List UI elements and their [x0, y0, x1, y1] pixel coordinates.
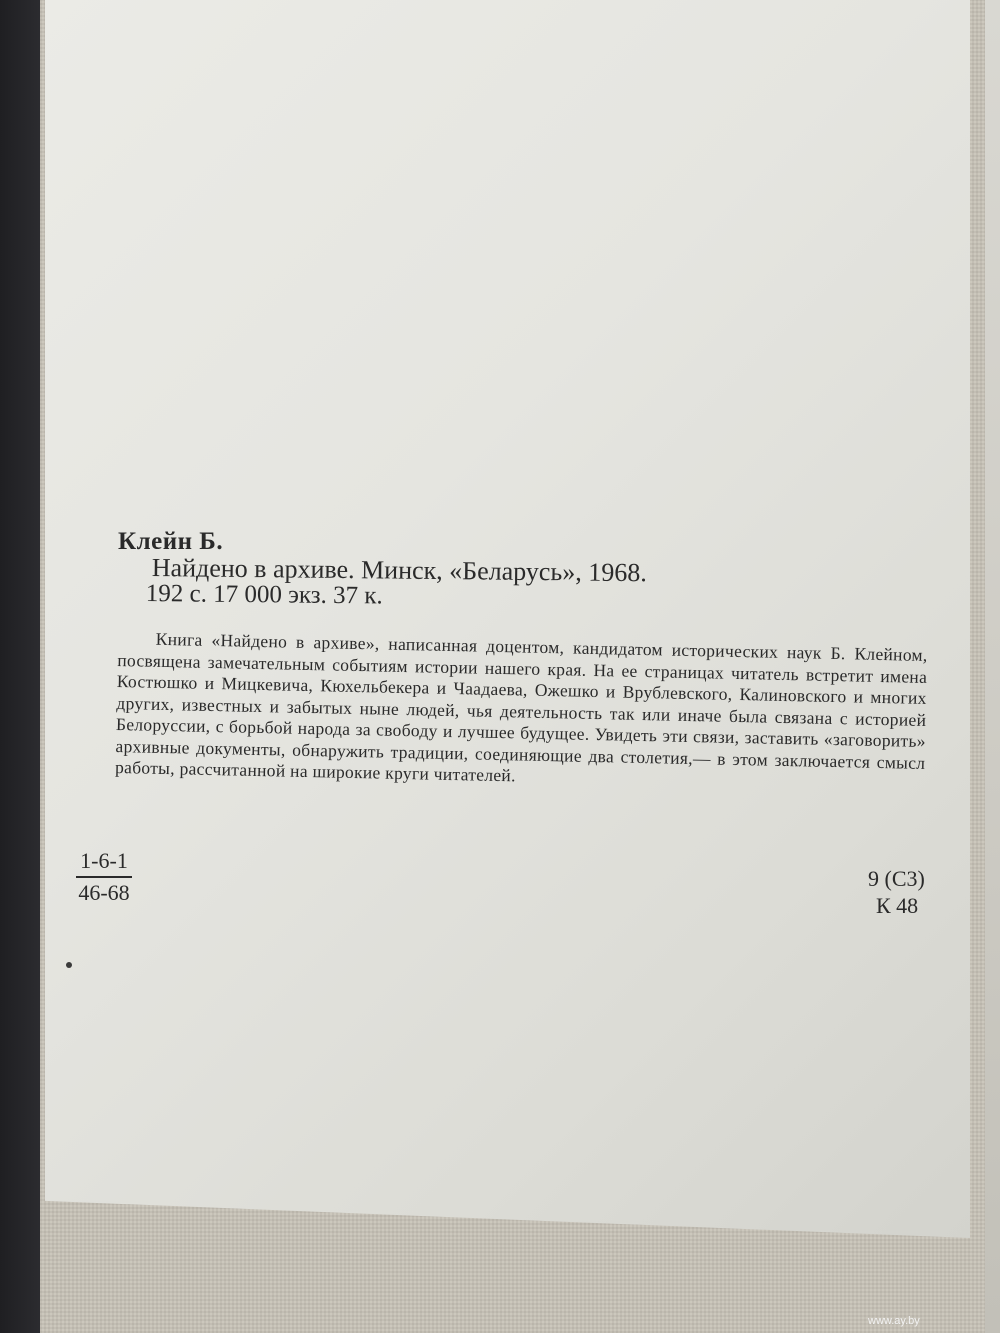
author-mark: К 48 [876, 893, 919, 918]
site-watermark: www.ay.by [868, 1315, 920, 1327]
ink-dot [66, 962, 72, 968]
pages-copies-price: 192 с. 17 000 экз. 37 к. [145, 580, 383, 610]
index-fraction [76, 848, 132, 906]
index-denominator: 46-68 [78, 880, 130, 905]
annotation-paragraph [115, 628, 928, 795]
author-name: Клейн Б. [118, 528, 224, 555]
title-line: Найдено в архиве. Минск, «Беларусь», 1968. [151, 553, 647, 588]
annotation-text: Книга «Найдено в архиве», написанная доцентом, кандидатом исторических наук Б. Клейном, посвящена замечательным событиям истории нашего края. На ее страницах читатель встретит имена Костюшко и Мицкевича, Кюхельбекера и Чаадаева, Ожешко и Врублевского, Калиновского и многих других, известных и забытых ныне людей, чья деятельность так или иначе была связана с историей Белоруссии, с борьбой народа за свободу и лучшее будущее. Увидеть эти связи, заставить «заговорить» архивные документы, обнаружить традиции, соединяющие два столетия,— в этом заключается смысл работы, рассчитанной на широкие круги читателей. [114, 628, 928, 786]
classification-code: 9 (С3) [868, 866, 925, 891]
index-numerator: 1-6-1 [76, 848, 132, 878]
